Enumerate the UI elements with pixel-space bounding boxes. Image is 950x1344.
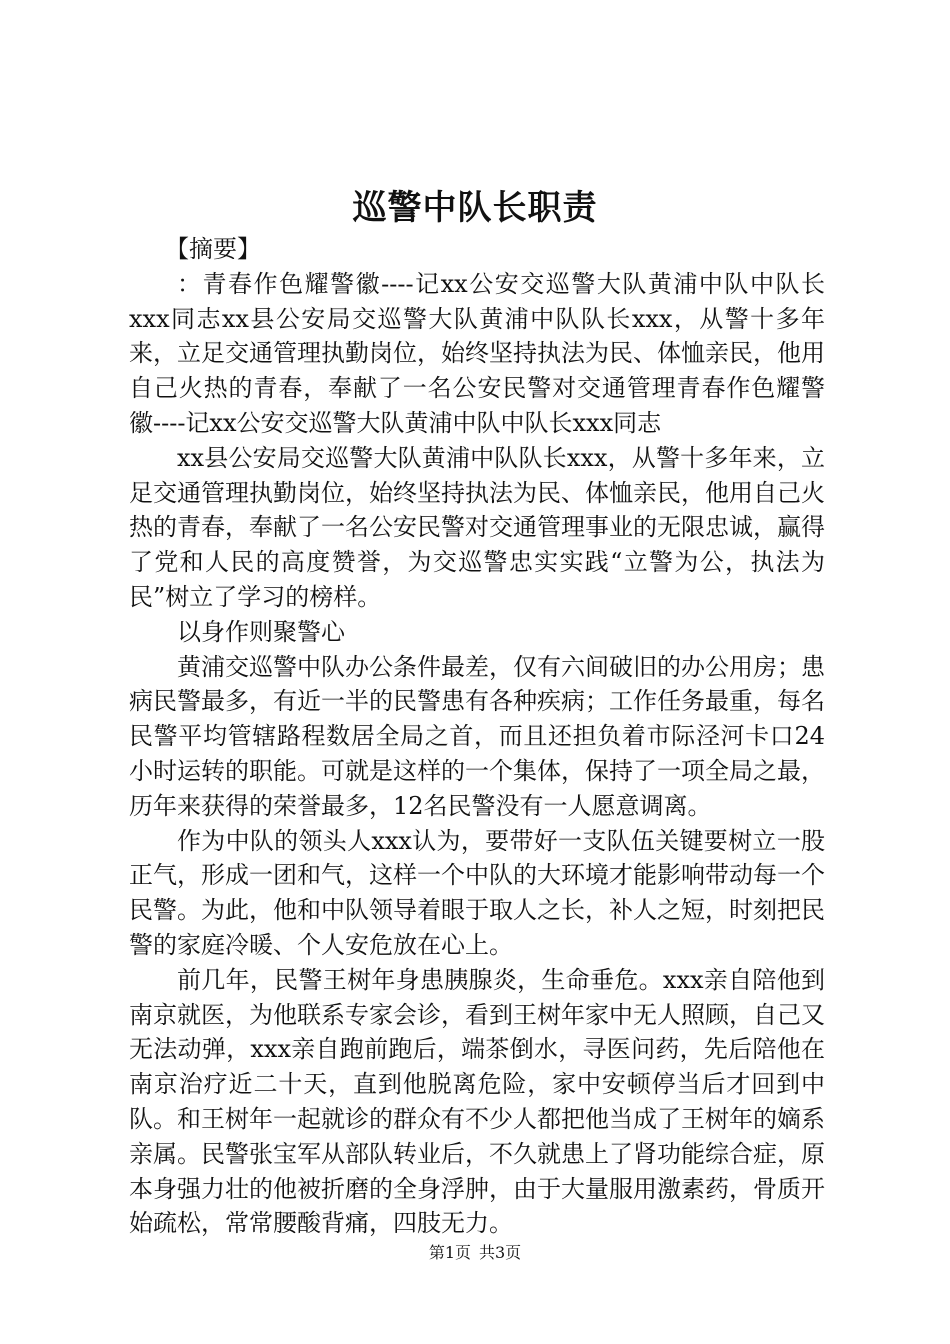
document-body [129,232,825,1241]
body-paragraph: 黄浦交巡警中队办公条件最差，仅有六间破旧的办公用房；患病民警最多，有近一半的民警患有各种疾病；工作任务最重，每名民警平均管辖路程数居全局之首，而且还担负着市际泾河卡口24小时运转的职能。可就是这样的一个集体，保持了一项全局之最，历年来获得的荣誉最多，12名民警没有一人愿意调离。 [129,652,825,820]
document-title: 巡警中队长职责 [352,188,598,228]
body-paragraph: xx县公安局交巡警大队黄浦中队队长xxx，从警十多年来，立足交通管理执勤岗位，始终坚持执法为民、体恤亲民，他用自己火热的青春，奉献了一名公安民警对交通管理事业的无限忠诚，赢得了党和人民的高度赞誉，为交巡警忠实实践“立警为公，执法为民”树立了学习的榜样。 [129,443,825,611]
section-heading: 以身作则聚警心 [177,617,345,646]
page-number: 第1页 [428,1243,471,1262]
body-paragraph: 作为中队的领头人xxx认为，要带好一支队伍关键要树立一股正气，形成一团和气，这样一个中队的大环境才能影响带动每一个民警。为此，他和中队领导着眼于取人之长，补人之短，时刻把民警的家庭冷暖、个人安危放在心上。 [129,826,825,959]
page-total: 共3页 [479,1243,522,1262]
body-paragraph: 前几年，民警王树年身患胰腺炎，生命垂危。xxx亲自陪他到南京就医，为他联系专家会诊，看到王树年家中无人照顾，自己又无法动弹，xxx亲自跑前跑后，端茶倒水，寻医问药，先后陪他在南京治疗近二十天，直到他脱离危险，家中安顿停当后才回到中队。和王树年一起就诊的群众有不少人都把他当成了王树年的嫡系亲属。民警张宝军从部队转业后，不久就患上了肾功能综合症，原本身强力壮的他被折磨的全身浮肿，由于大量服用激素药，骨质开始疏松，常常腰酸背痛，四肢无力。 [129,965,825,1238]
abstract-paragraph: ：青春作色耀警徽----记xx公安交巡警大队黄浦中队中队长xxx同志xx县公安局交巡警大队黄浦中队队长xxx，从警十多年来，立足交通管理执勤岗位，始终坚持执法为民、体恤亲民，他用自己火热的青春，奉献了一名公安民警对交通管理青春作色耀警徽----记xx公安交巡警大队黄浦中队中队长xxx同志 [129,269,825,437]
page-footer [0,1242,950,1264]
abstract-label: 【摘要】 [165,235,261,263]
